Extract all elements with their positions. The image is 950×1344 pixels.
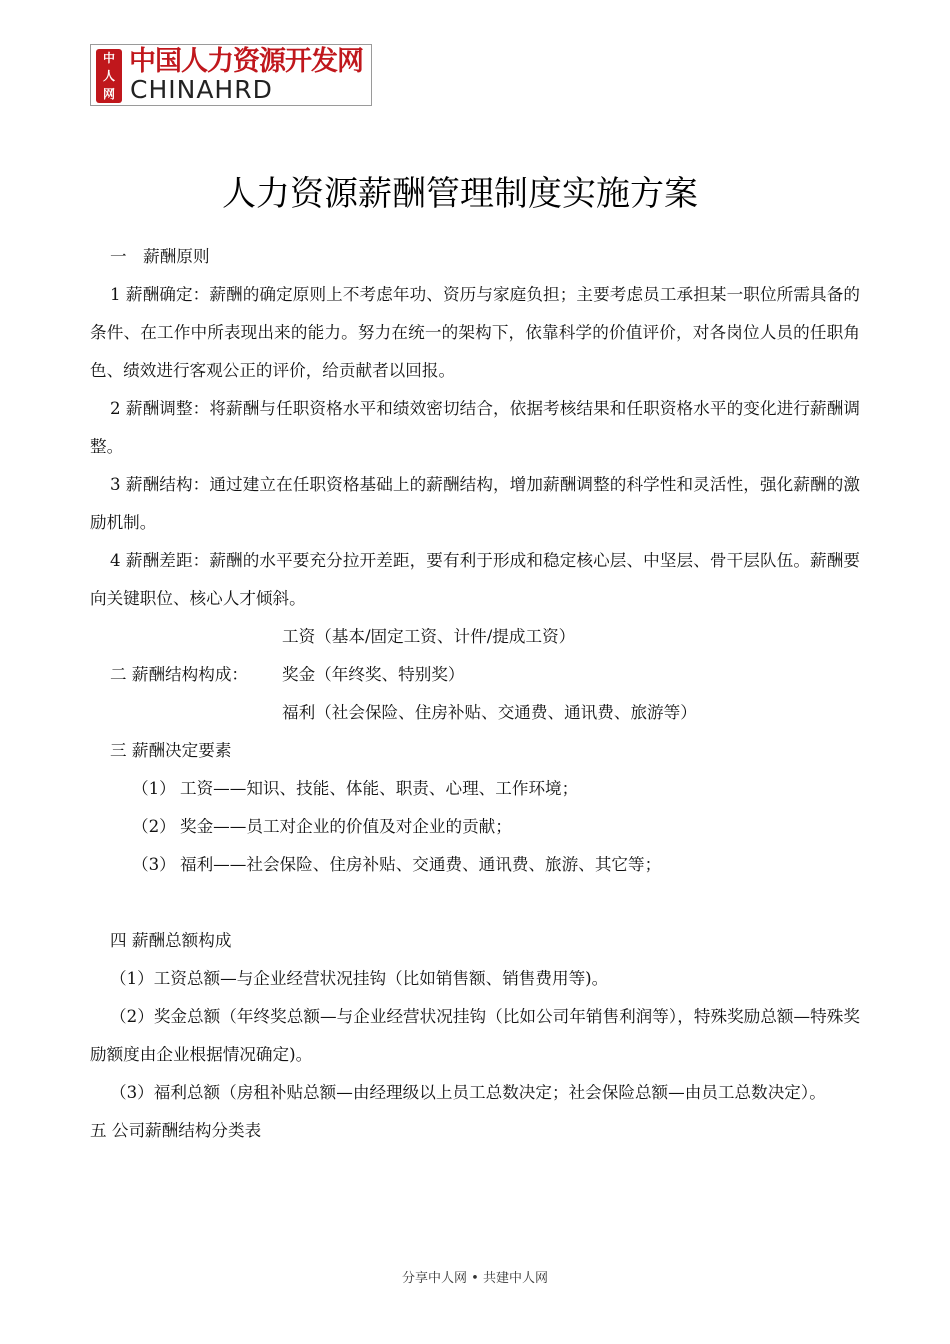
section-4-paragraph-2: （2）奖金总额（年终奖总额—与企业经营状况挂钩（比如公司年销售利润等），特殊奖励总额—特殊奖励额度由企业根据情况确定)。 [90,1007,860,1064]
factor-text: 奖金——员工对企业的价值及对企业的贡献； [180,817,512,836]
document-title: 人力资源薪酬管理制度实施方案 [222,174,698,214]
factor-text: 福利——社会保险、住房补贴、交通费、通讯费、旅游、其它等； [180,855,662,874]
factor-item [90,808,860,846]
section-1-paragraph-3: 3 薪酬结构：通过建立在任职资格基础上的薪酬结构，增加薪酬调整的科学性和灵活性，强化薪酬的激励机制。 [90,475,860,532]
section-5-heading: 五 公司薪酬结构分类表 [90,1121,262,1140]
section-4-paragraph-1: （1）工资总额—与企业经营状况挂钩（比如销售额、销售费用等)。 [110,969,609,988]
document-body [90,238,860,1150]
spacer [90,884,860,922]
section-3-heading: 三 薪酬决定要素 [110,741,232,760]
factor-text: 工资——知识、技能、体能、职责、心理、工作环境； [180,779,579,798]
seal-char: 网 [102,87,115,101]
logo-seal [96,49,122,103]
factor-number: （3） [132,855,176,874]
factor-item [90,770,860,808]
section-2-heading: 二 薪酬结构构成： [110,665,249,684]
page-footer: 分享中人网 • 共建中人网 [402,1271,548,1286]
logo-name-en: CHINAHRD [130,75,273,104]
section-4-paragraph-3: （3）福利总额（房租补贴总额—由经理级以上员工总数决定；社会保险总额—由员工总数决定）。 [110,1083,826,1102]
pay-structure-composition [90,618,860,732]
pay-structure-item: 福利（社会保险、住房补贴、交通费、通讯费、旅游等） [282,703,697,722]
section-1-paragraph-1: 1 薪酬确定：薪酬的确定原则上不考虑年功、资历与家庭负担；主要考虑员工承担某一职位所需具备的条件、在工作中所表现出来的能力。努力在统一的架构下，依靠科学的价值评价，对各岗位人员的任职角色、绩效进行客观公正的评价，给贡献者以回报。 [90,285,860,380]
section-4-heading: 四 薪酬总额构成 [110,931,232,950]
factor-number: （2） [132,817,176,836]
chinahrd-logo [90,44,372,106]
factor-number: （1） [132,779,176,798]
section-1-paragraph-4: 4 薪酬差距：薪酬的水平要充分拉开差距，要有利于形成和稳定核心层、中坚层、骨干层队伍。薪酬要向关键职位、核心人才倾斜。 [90,551,860,608]
logo-name-cn: 中国人力资源开发网 [129,46,363,77]
section-1-heading: 一 薪酬原则 [110,247,210,266]
factor-item [90,846,860,884]
seal-char: 人 [102,69,115,83]
section-1-paragraph-2: 2 薪酬调整：将薪酬与任职资格水平和绩效密切结合，依据考核结果和任职资格水平的变化进行薪酬调整。 [90,399,860,456]
pay-structure-item: 工资（基本/固定工资、计件/提成工资） [282,627,576,646]
seal-char: 中 [102,51,115,65]
pay-structure-item: 奖金（年终奖、特别奖） [282,665,465,684]
